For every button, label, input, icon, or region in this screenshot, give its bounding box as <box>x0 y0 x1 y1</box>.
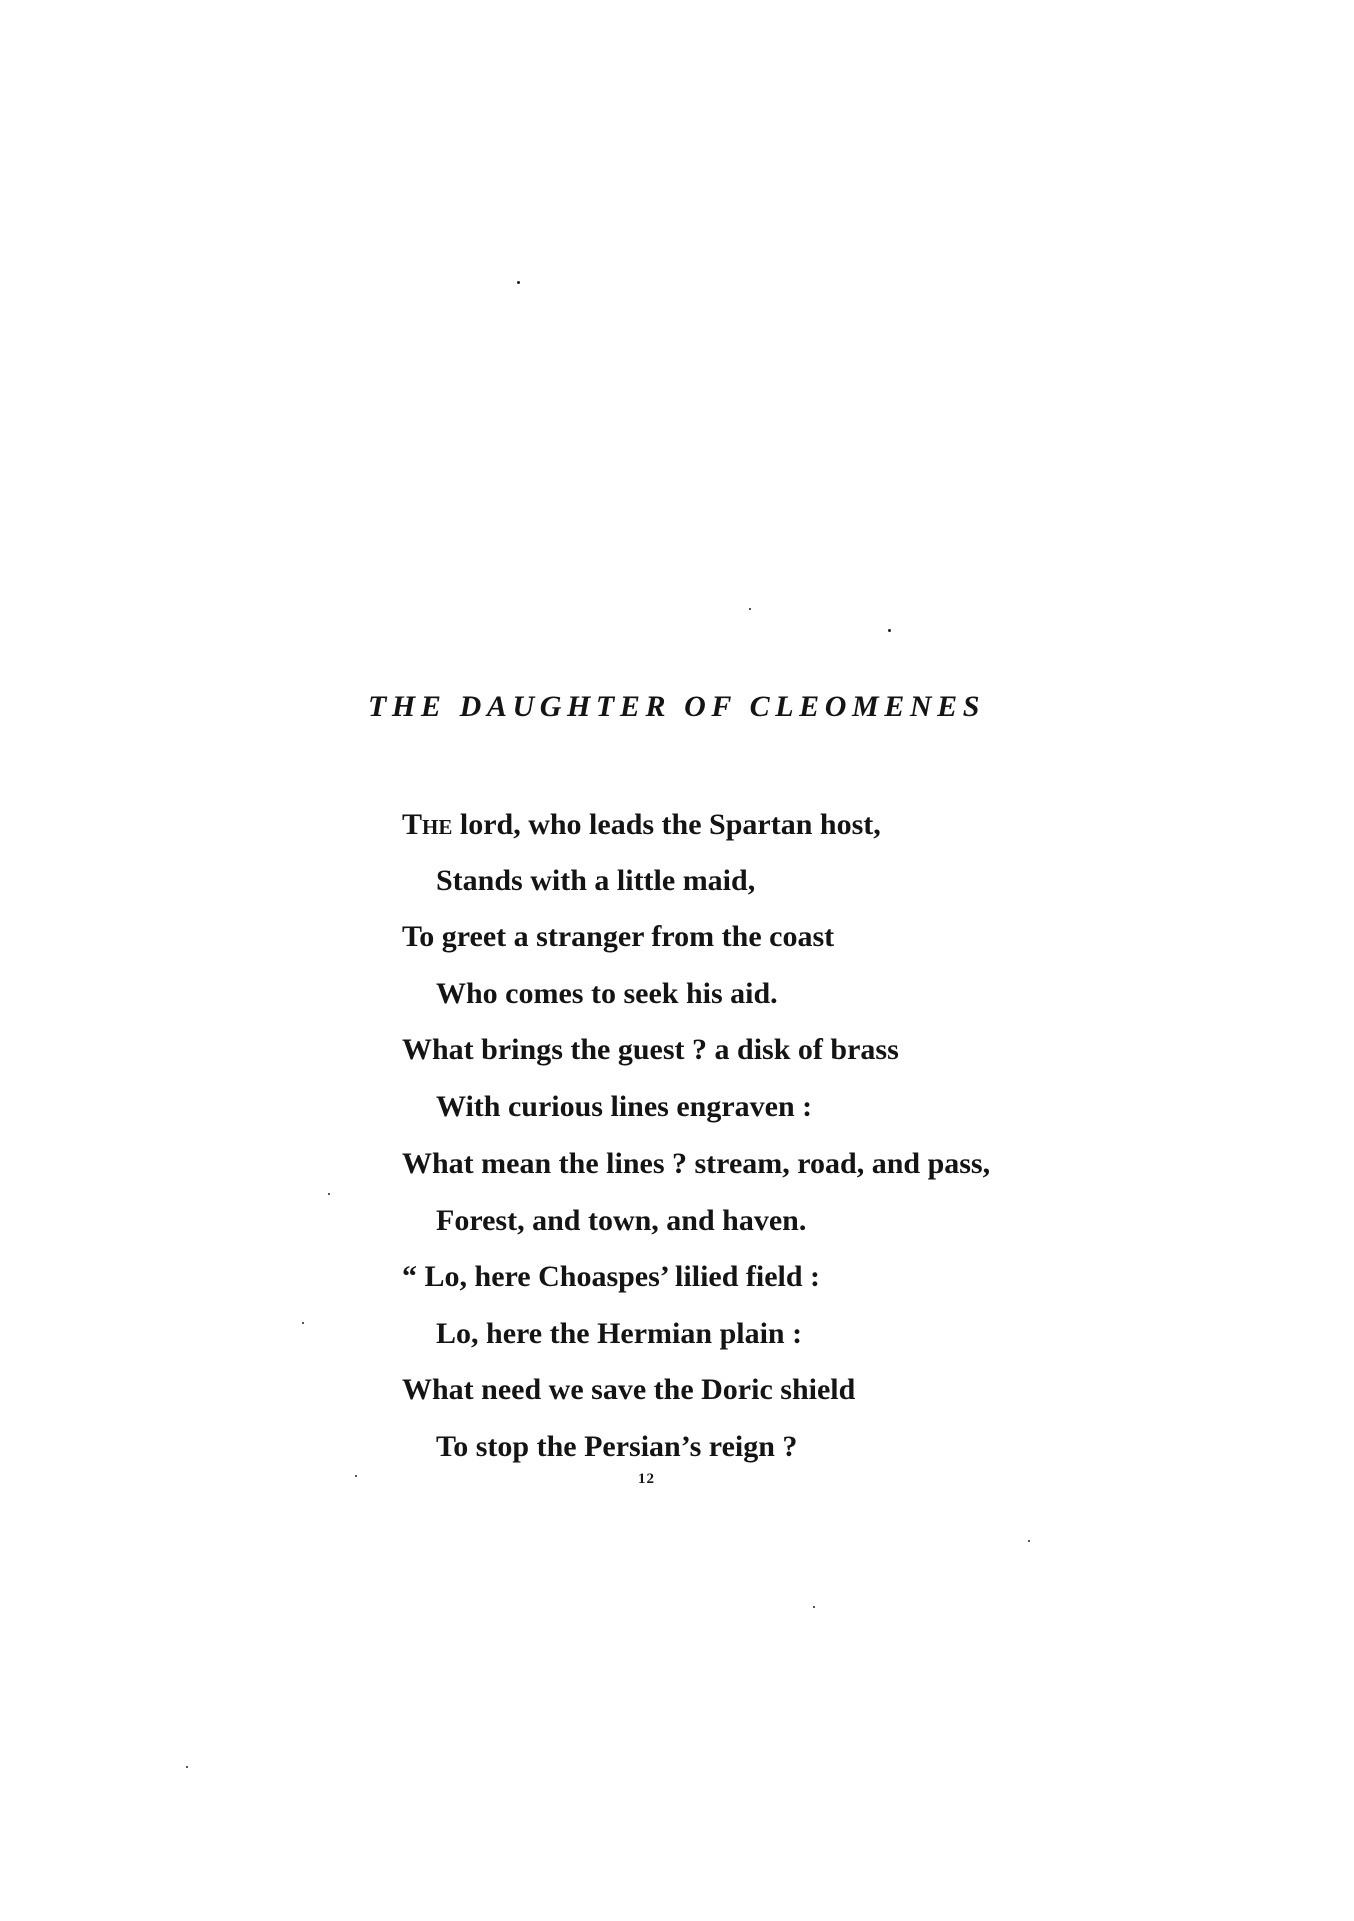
poem-line-1 <box>402 810 881 840</box>
scan-speck <box>749 608 751 610</box>
scan-speck <box>355 1475 357 1477</box>
scan-speck <box>1028 1540 1030 1542</box>
scan-speck <box>302 1322 304 1324</box>
scan-speck <box>328 1193 330 1195</box>
poem-line-12: To stop the Persian’s reign ? <box>436 1430 798 1463</box>
scan-speck <box>888 629 891 632</box>
poem-title: THE DAUGHTER OF CLEOMENES <box>368 690 986 723</box>
page-number: 12 <box>638 1471 655 1487</box>
poem-line-5: What brings the guest ? a disk of brass <box>402 1033 899 1066</box>
poem-line-1-text: lord, who leads the Spartan host, <box>452 808 881 841</box>
scan-speck <box>813 1606 815 1608</box>
poem-line-2: Stands with a little maid, <box>436 864 756 897</box>
scan-speck <box>186 1766 188 1768</box>
poem-line-8: Forest, and town, and haven. <box>436 1204 807 1237</box>
scan-speck <box>517 281 520 284</box>
poem-line-3: To greet a stranger from the coast <box>402 920 835 953</box>
poem-line-6: With curious lines engraven : <box>436 1090 813 1123</box>
poem-first-word: The <box>402 808 453 841</box>
poem-line-4: Who comes to seek his aid. <box>436 977 778 1010</box>
poem-line-10: Lo, here the Hermian plain : <box>436 1317 803 1350</box>
poem-line-11: What need we save the Doric shield <box>402 1373 856 1406</box>
poem-line-9: “ Lo, here Choaspes’ lilied field : <box>402 1260 821 1293</box>
poem-line-7: What mean the lines ? stream, road, and pass, <box>402 1147 991 1180</box>
